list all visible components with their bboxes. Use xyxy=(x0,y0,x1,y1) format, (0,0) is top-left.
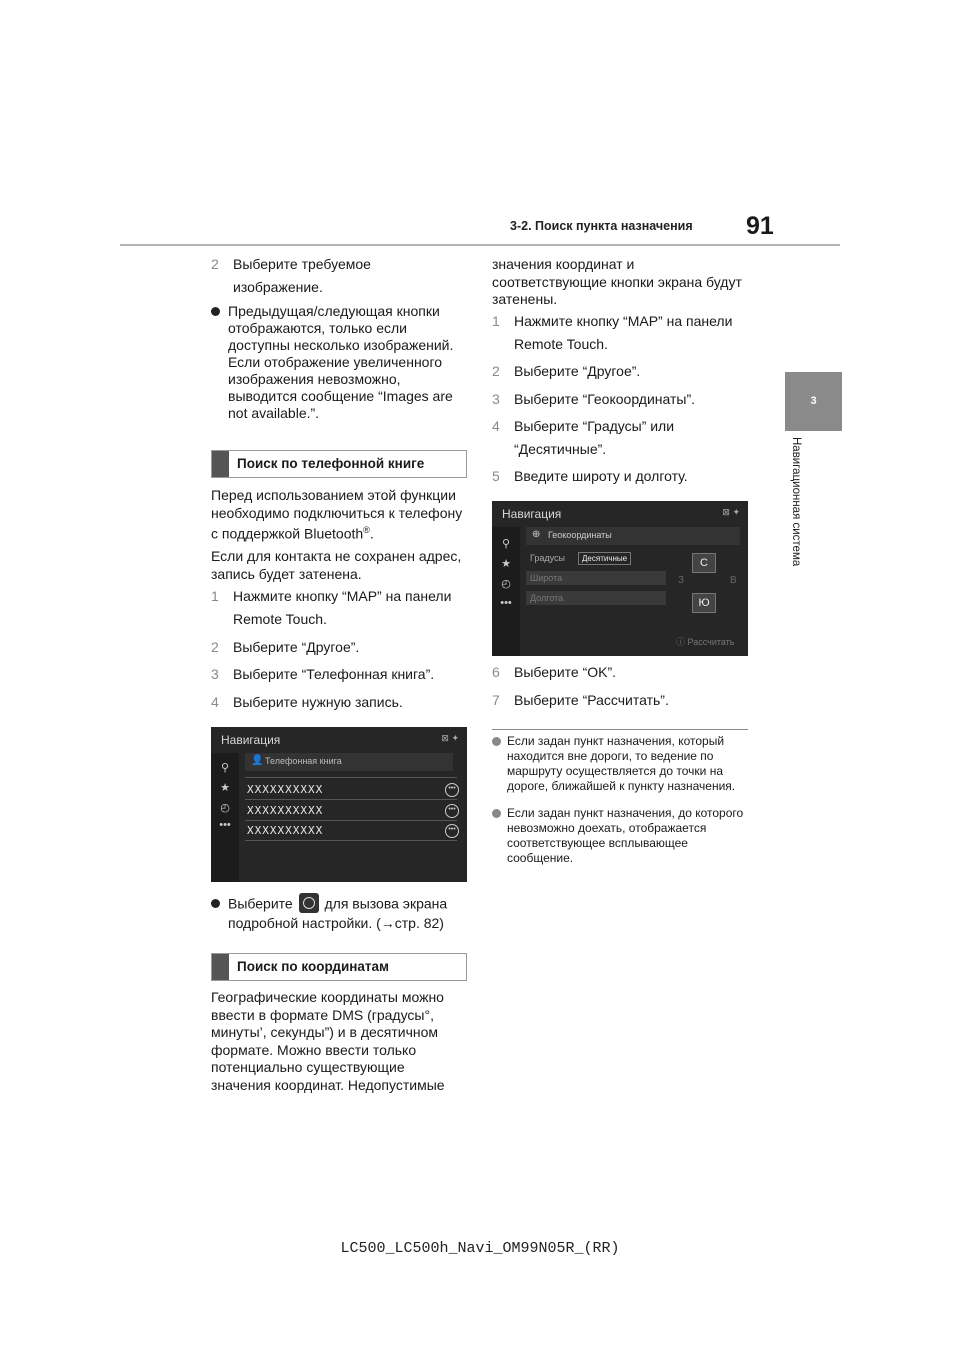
left-step-4 xyxy=(211,694,467,711)
more-icon: ••• xyxy=(500,597,512,609)
status-icons: ⊠ ✦ xyxy=(722,507,740,517)
notes-rule xyxy=(492,729,748,730)
intro-text: Перед использованием этой функции необходимо подключиться к телефону с поддержкой Bluetooth xyxy=(211,487,463,542)
step-text: Нажмите кнопку “MAP” на панели xyxy=(514,313,733,329)
longitude-row[interactable] xyxy=(526,591,666,605)
tab-degrees[interactable]: Градусы xyxy=(530,553,565,563)
phonebook-note: Если для контакта не сохранен адрес, запись будет затенена. xyxy=(211,548,462,582)
coordinates-text: Географические координаты можно ввести в формате DMS (градусы°, минуты’, секунды”) и в десятичном формате. Можно ввести только потенциально существующие значения координат. Недопустимые xyxy=(211,989,445,1093)
divider xyxy=(245,777,457,778)
step-number: 3 xyxy=(492,391,500,407)
step-number: 3 xyxy=(211,666,219,682)
step-text: Введите широту и долготу. xyxy=(514,468,688,484)
chapter-number: 3 xyxy=(810,395,817,407)
right-continued-text: значения координат и соответствующие кнопки экрана будут затенены. xyxy=(492,256,742,307)
step-text: Выберите “Телефонная книга”. xyxy=(233,666,435,682)
step-text-cont: Remote Touch. xyxy=(514,336,608,352)
latitude-label: Широта xyxy=(530,573,563,583)
note-dot xyxy=(492,809,501,818)
info-icon: ⓘ xyxy=(676,637,686,647)
screen-title: Навигация xyxy=(221,733,281,747)
right-step-7 xyxy=(492,692,748,709)
document-id: LC500_LC500h_Navi_OM99N05R_(RR) xyxy=(340,1240,620,1257)
section-marker xyxy=(212,954,229,980)
star-icon: ★ xyxy=(220,782,230,794)
header-rule xyxy=(120,244,840,246)
north-button[interactable]: С xyxy=(692,553,716,573)
left-step-2 xyxy=(211,256,467,296)
step-number: 1 xyxy=(492,313,500,329)
left-bullet-2 xyxy=(228,895,468,932)
step-number: 4 xyxy=(211,694,219,710)
note-text: Если задан пункт назначения, до которого невозможно доехать, отображается соответствующее всплывающее сообщение. xyxy=(507,806,744,865)
step-number: 4 xyxy=(492,418,500,434)
section-phonebook xyxy=(211,450,467,478)
status-icons: ⊠ ✦ xyxy=(441,733,459,743)
right-step-4 xyxy=(492,418,748,458)
page-number: 91 xyxy=(746,212,774,240)
section-title-coordinates: Поиск по координатам xyxy=(237,959,390,974)
step-number: 5 xyxy=(492,468,500,484)
step-number: 7 xyxy=(492,692,500,708)
list-header xyxy=(526,527,740,545)
step-text: Выберите “Рассчитать”. xyxy=(514,692,669,708)
list-item[interactable]: XXXXXXXXXX xyxy=(247,824,324,837)
section-title-phonebook: Поиск по телефонной книге xyxy=(237,456,425,471)
left-step-1 xyxy=(211,588,467,628)
step-text: Выберите “Геокоординаты”. xyxy=(514,391,696,407)
step-text: Выберите требуемое xyxy=(233,256,371,272)
phonebook-screenshot xyxy=(211,727,467,882)
note-dot xyxy=(492,737,501,746)
step-text-cont: “Десятичные”. xyxy=(514,441,607,457)
bullet-text: Предыдущая/следующая кнопки отображаются, только если доступны несколько изображений. Если отображение увеличенного изображения невозможно, выводится сообщение “Images are not available.”. xyxy=(228,303,454,421)
note-1 xyxy=(507,734,751,794)
section-coordinates xyxy=(211,953,467,981)
longitude-label: Долгота xyxy=(530,593,564,603)
chapter-label-vertical xyxy=(786,437,804,607)
divider xyxy=(245,840,457,841)
details-icon[interactable]: ••• xyxy=(445,804,459,818)
history-icon: ◴ xyxy=(501,578,511,590)
divider xyxy=(245,820,457,821)
right-step-3 xyxy=(492,391,748,408)
list-item[interactable]: XXXXXXXXXX xyxy=(247,804,324,817)
step-text-cont: Remote Touch. xyxy=(233,611,327,627)
history-icon: ◴ xyxy=(220,802,230,814)
details-icon[interactable]: ••• xyxy=(445,783,459,797)
right-step-2 xyxy=(492,363,748,380)
screen-sidebar xyxy=(492,527,520,656)
bullet-dot xyxy=(211,307,220,316)
step-number: 2 xyxy=(211,639,219,655)
person-icon: 👤 xyxy=(251,755,264,766)
left-step-2b xyxy=(211,639,467,656)
calculate-label: Рассчитать xyxy=(687,637,735,647)
step-number: 2 xyxy=(492,363,500,379)
step-number: 2 xyxy=(211,256,219,272)
search-icon: ⚲ xyxy=(501,538,511,550)
registered-mark: ® xyxy=(363,525,370,535)
step-number: 6 xyxy=(492,664,500,680)
phonebook-intro xyxy=(211,487,467,543)
section-title: 3-2. Поиск пункта назначения xyxy=(510,219,693,233)
details-icon[interactable]: ••• xyxy=(445,824,459,838)
right-step-5 xyxy=(492,468,748,485)
list-header xyxy=(245,753,453,771)
bullet-text-cont: для вызова экрана подробной настройки. (→стр. 82) xyxy=(228,895,448,931)
list-header-label: Геокоординаты xyxy=(548,530,612,540)
search-icon: ⚲ xyxy=(220,762,230,774)
divider xyxy=(245,799,457,800)
left-step-3 xyxy=(211,666,467,683)
bullet-dot xyxy=(211,899,220,908)
step-text: Выберите “OK”. xyxy=(514,664,617,680)
step-text-cont: изображение. xyxy=(233,279,323,295)
step-text: Выберите “Градусы” или xyxy=(514,418,675,434)
list-header-label: Телефонная книга xyxy=(265,756,342,766)
tab-decimal[interactable]: Десятичные xyxy=(578,552,631,565)
globe-icon: ⊕ xyxy=(532,529,541,540)
bullet-text: Выберите xyxy=(228,895,293,912)
step-text: Выберите “Другое”. xyxy=(233,639,360,655)
star-icon: ★ xyxy=(501,558,511,570)
step-text: Выберите нужную запись. xyxy=(233,694,403,710)
note-text: Если задан пункт назначения, который находится вне дороги, то ведение по маршруту осуществляется до точки на дороге, ближайшей к пункту назначения. xyxy=(507,734,736,793)
south-button[interactable]: Ю xyxy=(692,593,716,613)
calculate-button[interactable] xyxy=(676,635,735,648)
east-button[interactable]: В xyxy=(730,575,737,586)
intro-end: . xyxy=(369,525,374,542)
step-text: Нажмите кнопку “MAP” на панели xyxy=(233,588,452,604)
screen-title: Навигация xyxy=(502,507,562,521)
left-bullet-1 xyxy=(228,303,468,422)
step-text: Выберите “Другое”. xyxy=(514,363,641,379)
step-number: 1 xyxy=(211,588,219,604)
chapter-label: Навигационная система xyxy=(790,437,802,567)
screen-sidebar xyxy=(211,753,239,882)
latitude-row[interactable] xyxy=(526,571,666,585)
geocoordinates-screenshot xyxy=(492,501,748,656)
more-icon: ••• xyxy=(219,819,231,831)
right-step-6 xyxy=(492,664,748,681)
note-2 xyxy=(507,806,751,866)
details-icon xyxy=(299,893,319,913)
section-marker xyxy=(212,451,229,477)
west-button[interactable]: З xyxy=(678,575,685,586)
list-item[interactable]: XXXXXXXXXX xyxy=(247,783,324,796)
right-step-1 xyxy=(492,313,748,353)
